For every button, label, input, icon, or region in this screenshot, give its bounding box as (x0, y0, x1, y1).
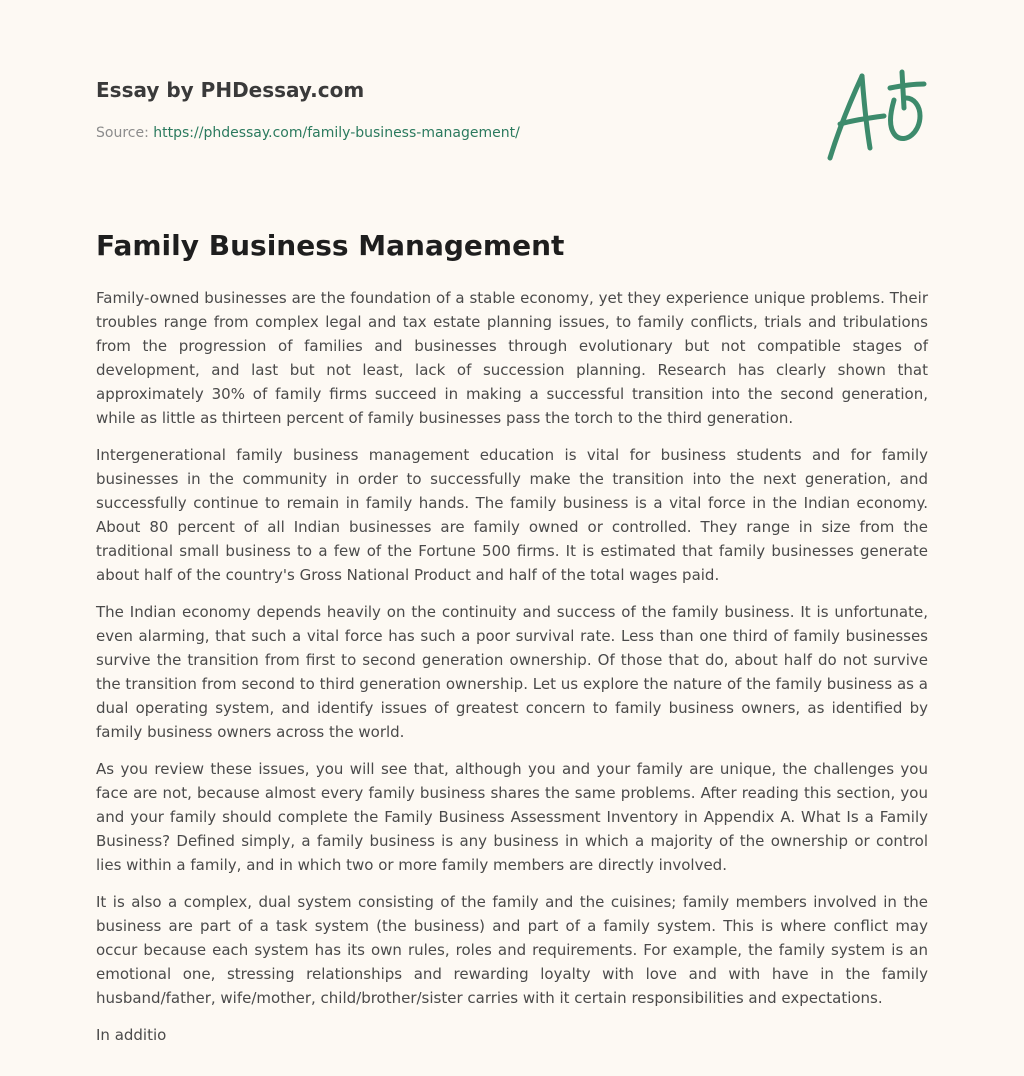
site-title: Essay by PHDessay.com (96, 78, 365, 102)
essay-title: Family Business Management (96, 229, 565, 262)
source-line (96, 124, 796, 142)
a-plus-logo-icon (820, 62, 930, 172)
source-label: Source: (96, 125, 154, 141)
essay-paragraph: It is also a complex, dual system consisting of the family and the cuisines; family members involved in the business are part of a task system (the business) and part of a family system. This is where conflict may occur because each system has its own rules, roles and requirements. For example, the family system is an emotional one, stressing relationships and rewarding loyalty with love and with have in the family husband/father, wife/mother, child/brother/sister carries with it certain responsibilities and expectations. (96, 893, 928, 1007)
essay-content (96, 226, 928, 1060)
essay-paragraph: The Indian economy depends heavily on the continuity and success of the family business. It is unfortunate, even alarming, that such a vital force has such a poor survival rate. Less than one third of family businesses survive the transition from first to second generation ownership. Of those that do, about half do not survive the transition from second to third generation ownership. Let us explore the nature of the family business as a dual operating system, and identify issues of greatest concern to family business owners, as identified by family business owners across the world. (96, 603, 928, 741)
source-link[interactable]: https://phdessay.com/family-business-management/ (153, 125, 520, 141)
essay-paragraph: As you review these issues, you will see that, although you and your family are unique, the challenges you face are not, because almost every family business shares the same problems. After reading this section, you and your family should complete the Family Business Assessment Inventory in Appendix A. What Is a Family Business? Defined simply, a family business is any business in which a majority of the ownership or control lies within a family, and in which two or more family members are directly involved. (96, 760, 928, 874)
header (96, 76, 796, 142)
essay-paragraph-truncated: In additio (96, 1026, 167, 1044)
essay-paragraph: Family-owned businesses are the foundation of a stable economy, yet they experience unique problems. Their troubles range from complex legal and tax estate planning issues, to family conflicts, trials and tribulations from the progression of families and businesses through evolutionary but not compatible stages of development, and last but not least, lack of succession planning. Research has clearly shown that approximately 30% of family firms succeed in making a successful transition into the second generation, while as little as thirteen percent of family businesses pass the torch to the third generation. (96, 289, 928, 427)
essay-paragraph: Intergenerational family business management education is vital for business students and for family businesses in the community in order to successfully make the transition into the next generation, and successfully continue to remain in family hands. The family business is a vital force in the Indian economy. About 80 percent of all Indian businesses are family owned or controlled. They range in size from the traditional small business to a few of the Fortune 500 firms. It is estimated that family businesses generate about half of the country's Gross National Product and half of the total wages paid. (96, 446, 928, 584)
